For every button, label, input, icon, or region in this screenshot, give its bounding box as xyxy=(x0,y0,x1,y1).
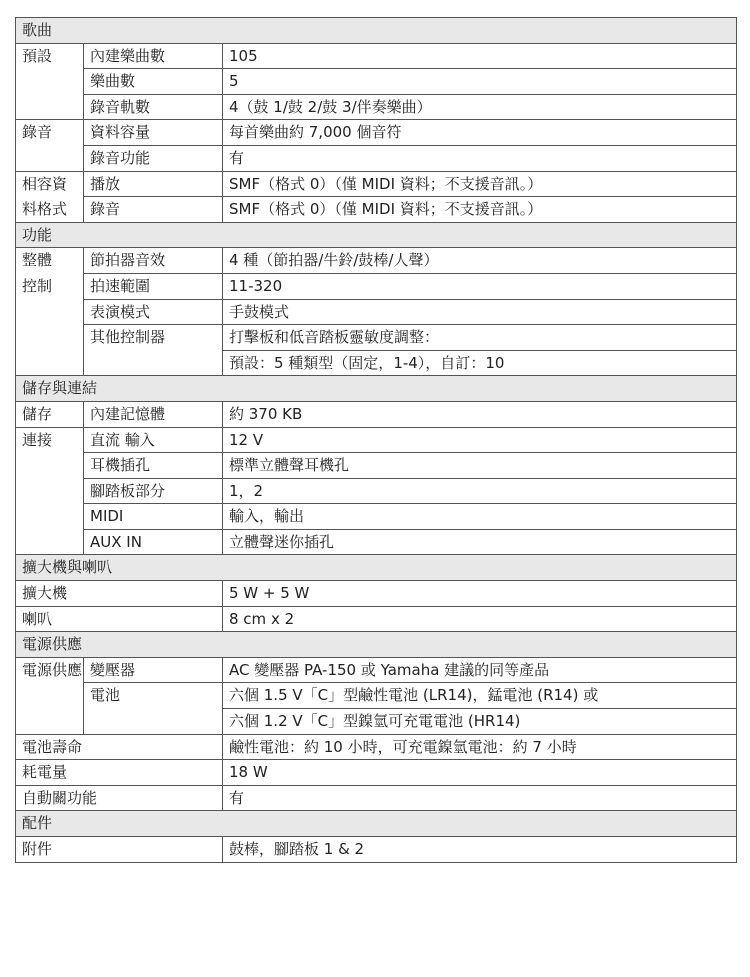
spec-row xyxy=(16,299,737,325)
spec-row xyxy=(16,171,737,197)
spec-label: 拍速範圍 xyxy=(84,273,223,299)
group-label-format-line2: 料格式 xyxy=(16,197,84,223)
spec-row xyxy=(16,145,737,171)
spec-row xyxy=(16,581,737,607)
spec-value: 六個 1.5 V「C」型鹼性電池 (LR14)，錳電池 (R14) 或 xyxy=(223,683,737,709)
spec-label: 電池壽命 xyxy=(16,734,223,760)
spec-row xyxy=(16,709,737,735)
spec-row xyxy=(16,43,737,69)
spec-label: 播放 xyxy=(84,171,223,197)
spec-label: 直流 輸入 xyxy=(84,427,223,453)
spec-row xyxy=(16,120,737,146)
spec-row xyxy=(16,657,737,683)
spec-label: 擴大機 xyxy=(16,581,223,607)
spec-row xyxy=(16,94,737,120)
spec-value: 約 370 KB xyxy=(223,401,737,427)
spec-row xyxy=(16,350,737,376)
group-label-connect: 連接 xyxy=(16,427,84,453)
spec-row xyxy=(16,478,737,504)
spec-value: 11-320 xyxy=(223,273,737,299)
section-row-storage xyxy=(16,376,737,402)
section-row-functions xyxy=(16,222,737,248)
spec-row xyxy=(16,325,737,351)
spec-row xyxy=(16,785,737,811)
spec-value: 12 V xyxy=(223,427,737,453)
spec-row xyxy=(16,427,737,453)
spec-label: 內建記憶體 xyxy=(84,401,223,427)
spec-value: 有 xyxy=(223,785,737,811)
group-label-preset: 預設 xyxy=(16,43,84,69)
spec-label: 變壓器 xyxy=(84,657,223,683)
spec-row xyxy=(16,734,737,760)
spec-label: 喇叭 xyxy=(16,606,223,632)
section-title-power: 電源供應 xyxy=(16,632,737,658)
section-row-amp xyxy=(16,555,737,581)
spec-value: 標準立體聲耳機孔 xyxy=(223,453,737,479)
spec-value: 4 種（節拍器/牛鈴/鼓棒/人聲） xyxy=(223,248,737,274)
spec-value: 5 xyxy=(223,69,737,95)
section-title-songs: 歌曲 xyxy=(16,18,737,44)
section-row-songs xyxy=(16,18,737,44)
spec-label: 錄音功能 xyxy=(84,145,223,171)
section-title-functions: 功能 xyxy=(16,222,737,248)
spec-label: 電池 xyxy=(84,683,223,709)
spec-row xyxy=(16,197,737,223)
spec-row xyxy=(16,69,737,95)
spec-label: 腳踏板部分 xyxy=(84,478,223,504)
section-row-power xyxy=(16,632,737,658)
spec-label: 資料容量 xyxy=(84,120,223,146)
spec-value: 鼓棒，腳踏板 1 & 2 xyxy=(223,837,737,863)
section-title-amp: 擴大機與喇叭 xyxy=(16,555,737,581)
spec-value: 8 cm x 2 xyxy=(223,606,737,632)
spec-value: SMF（格式 0）（僅 MIDI 資料；不支援音訊。） xyxy=(223,197,737,223)
spec-label: 耳機插孔 xyxy=(84,453,223,479)
group-label-recording: 錄音 xyxy=(16,120,84,146)
spec-value: 手鼓模式 xyxy=(223,299,737,325)
spec-row xyxy=(16,453,737,479)
spec-value: AC 變壓器 PA-150 或 Yamaha 建議的同等產品 xyxy=(223,657,737,683)
spec-label: 內建樂曲數 xyxy=(84,43,223,69)
spec-value: 5 W + 5 W xyxy=(223,581,737,607)
spec-label: 自動關功能 xyxy=(16,785,223,811)
spec-table xyxy=(15,17,737,863)
spec-row xyxy=(16,529,737,555)
spec-value: 鹼性電池：約 10 小時，可充電鎳氫電池：約 7 小時 xyxy=(223,734,737,760)
spec-row xyxy=(16,504,737,530)
spec-value: 每首樂曲約 7,000 個音符 xyxy=(223,120,737,146)
spec-value-continued: 六個 1.2 V「C」型鎳氫可充電電池 (HR14) xyxy=(223,709,737,735)
spec-row xyxy=(16,606,737,632)
spec-label: 節拍器音效 xyxy=(84,248,223,274)
spec-label: 附件 xyxy=(16,837,223,863)
group-label-format-line1: 相容資 xyxy=(16,171,84,197)
spec-label: 錄音軌數 xyxy=(84,94,223,120)
spec-label: 表演模式 xyxy=(84,299,223,325)
spec-label: 錄音 xyxy=(84,197,223,223)
spec-value: 18 W xyxy=(223,760,737,786)
spec-value-continued: 預設：5 種類型（固定，1-4），自訂：10 xyxy=(223,350,737,376)
spec-row xyxy=(16,683,737,709)
spec-row xyxy=(16,760,737,786)
spec-value: 輸入，輸出 xyxy=(223,504,737,530)
spec-value: 105 xyxy=(223,43,737,69)
group-label-overall-line1: 整體 xyxy=(16,248,84,274)
group-label-overall-line2: 控制 xyxy=(16,273,84,299)
spec-value: SMF（格式 0）（僅 MIDI 資料；不支援音訊。） xyxy=(223,171,737,197)
spec-row xyxy=(16,401,737,427)
spec-value: 打擊板和低音踏板靈敏度調整： xyxy=(223,325,737,351)
spec-label: 樂曲數 xyxy=(84,69,223,95)
spec-value: 立體聲迷你插孔 xyxy=(223,529,737,555)
spec-value: 4（鼓 1/鼓 2/鼓 3/伴奏樂曲） xyxy=(223,94,737,120)
spec-label: 其他控制器 xyxy=(84,325,223,351)
section-title-accessories: 配件 xyxy=(16,811,737,837)
spec-label: AUX IN xyxy=(84,529,223,555)
group-label-power: 電源供應 xyxy=(16,657,84,683)
spec-label: MIDI xyxy=(84,504,223,530)
section-title-storage: 儲存與連結 xyxy=(16,376,737,402)
group-label-storage: 儲存 xyxy=(16,401,84,427)
section-row-accessories xyxy=(16,811,737,837)
spec-row xyxy=(16,837,737,863)
spec-value: 有 xyxy=(223,145,737,171)
spec-row xyxy=(16,248,737,274)
spec-label: 耗電量 xyxy=(16,760,223,786)
spec-row xyxy=(16,273,737,299)
spec-value: 1，2 xyxy=(223,478,737,504)
